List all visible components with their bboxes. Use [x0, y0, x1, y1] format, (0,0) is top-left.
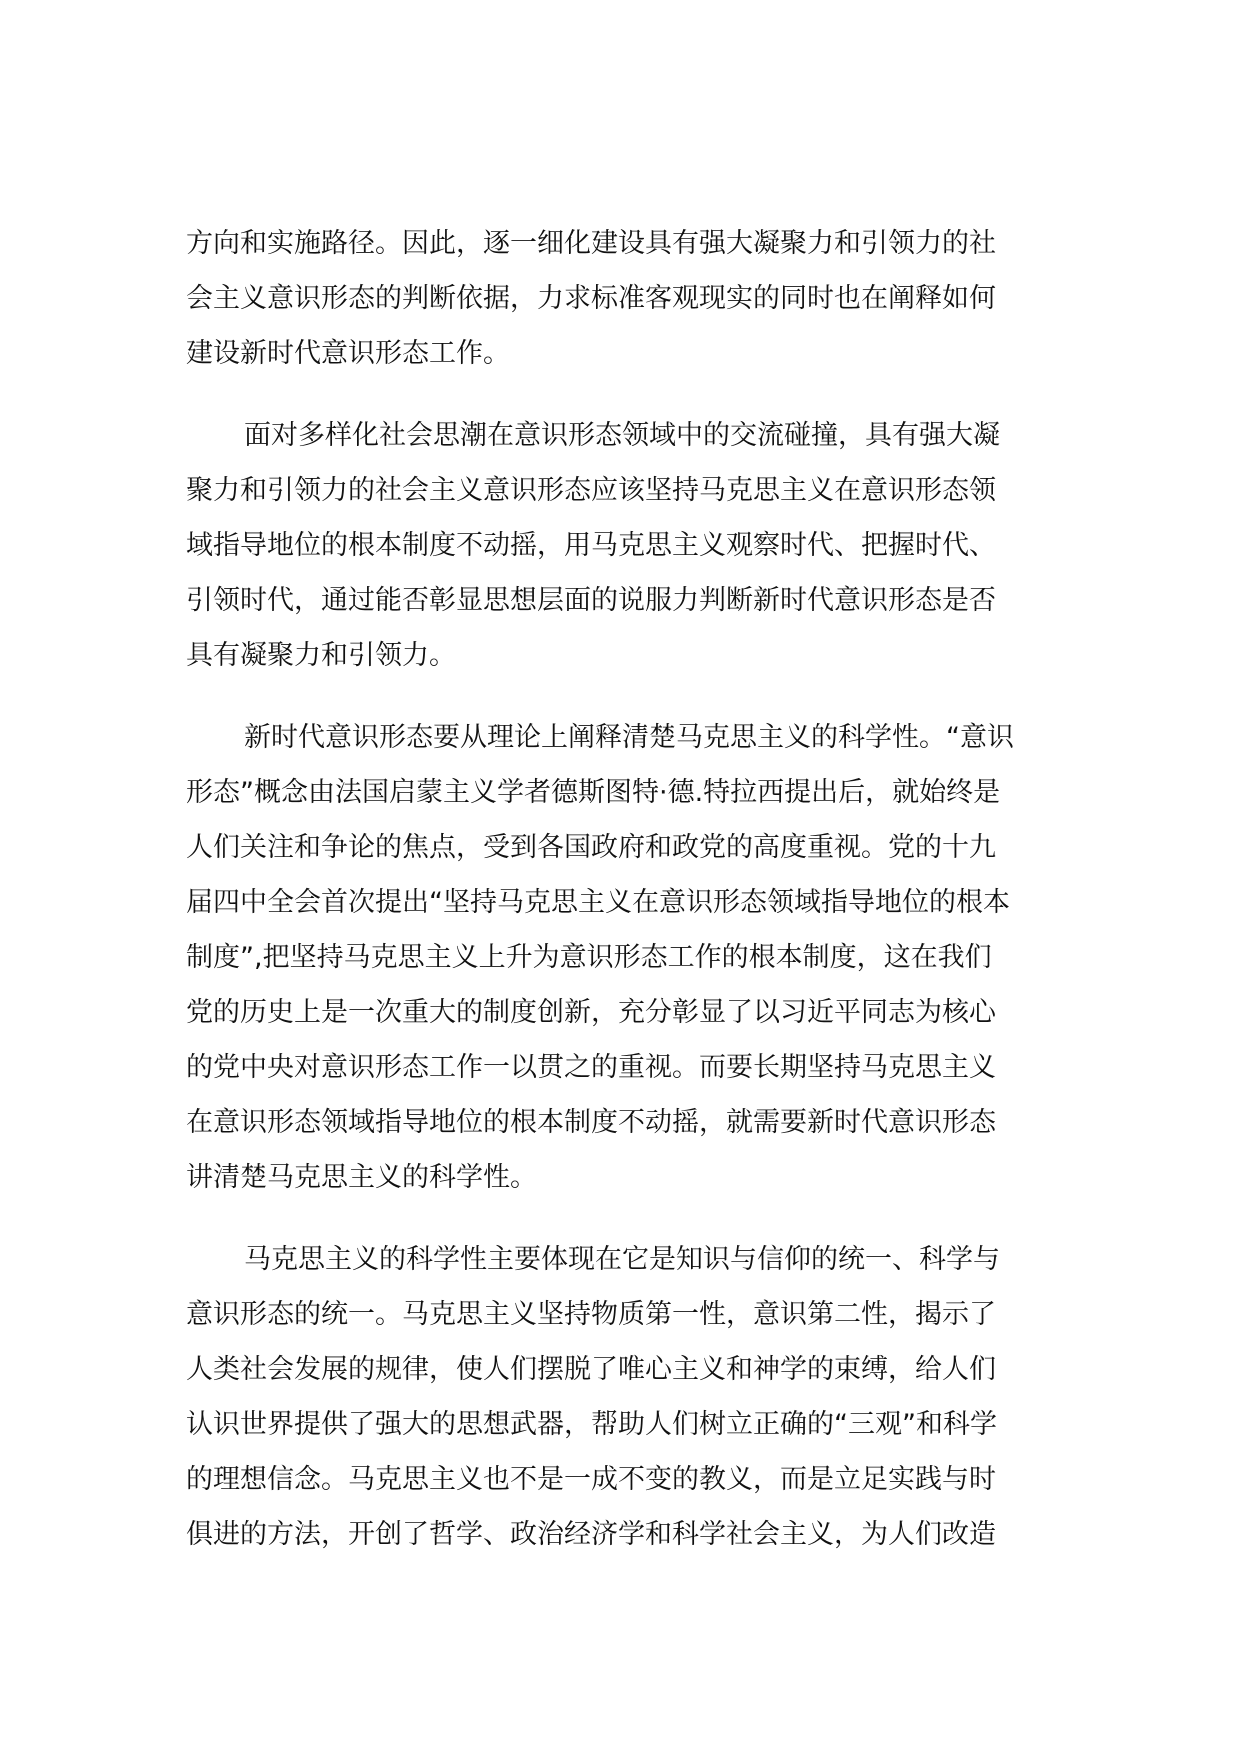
paragraph-line: 引领时代，通过能否彰显思想层面的说服力判断新时代意识形态是否	[186, 585, 996, 616]
paragraph-line: 形态”概念由法国启蒙主义学者德斯图特·德.特拉西提出后，就始终是	[186, 777, 1001, 808]
paragraph-1	[186, 216, 1062, 381]
paragraph-line: 具有凝聚力和引领力。	[186, 640, 456, 671]
paragraph-first-line: 新时代意识形态要从理论上阐释清楚马克思主义的科学性。“意识	[244, 722, 1014, 753]
paragraph-line: 方向和实施路径。因此，逐一细化建设具有强大凝聚力和引领力的社	[186, 228, 996, 259]
paragraph-first-line: 面对多样化社会思潮在意识形态领域中的交流碰撞，具有强大凝	[244, 420, 1000, 451]
paragraph-line: 域指导地位的根本制度不动摇，用马克思主义观察时代、把握时代、	[186, 530, 996, 561]
paragraph-first-line: 马克思主义的科学性主要体现在它是知识与信仰的统一、科学与	[244, 1244, 1000, 1275]
paragraph-line: 聚力和引领力的社会主义意识形态应该坚持马克思主义在意识形态领	[186, 475, 996, 506]
paragraph-line: 认识世界提供了强大的思想武器，帮助人们树立正确的“三观”和科学	[186, 1409, 997, 1440]
paragraph-line: 讲清楚马克思主义的科学性。	[186, 1162, 537, 1193]
document-body	[186, 216, 1062, 1589]
paragraph-3	[186, 710, 1062, 1205]
paragraph-line: 会主义意识形态的判断依据，力求标准客观现实的同时也在阐释如何	[186, 283, 996, 314]
paragraph-2	[186, 408, 1062, 683]
paragraph-line: 俱进的方法，开创了哲学、政治经济学和科学社会主义，为人们改造	[186, 1519, 996, 1550]
paragraph-line: 制度”,把坚持马克思主义上升为意识形态工作的根本制度，这在我们	[186, 942, 992, 973]
paragraph-line: 的党中央对意识形态工作一以贯之的重视。而要长期坚持马克思主义	[186, 1052, 996, 1083]
paragraph-line: 建设新时代意识形态工作。	[186, 338, 510, 369]
paragraph-line: 意识形态的统一。马克思主义坚持物质第一性，意识第二性，揭示了	[186, 1299, 996, 1330]
paragraph-line: 人们关注和争论的焦点，受到各国政府和政党的高度重视。党的十九	[186, 832, 996, 863]
paragraph-line: 的理想信念。马克思主义也不是一成不变的教义，而是立足实践与时	[186, 1464, 996, 1495]
paragraph-line: 党的历史上是一次重大的制度创新，充分彰显了以习近平同志为核心	[186, 997, 996, 1028]
paragraph-4	[186, 1232, 1062, 1562]
paragraph-line: 在意识形态领域指导地位的根本制度不动摇，就需要新时代意识形态	[186, 1107, 996, 1138]
paragraph-line: 人类社会发展的规律，使人们摆脱了唯心主义和神学的束缚，给人们	[186, 1354, 996, 1385]
paragraph-line: 届四中全会首次提出“坚持马克思主义在意识形态领域指导地位的根本	[186, 887, 1010, 918]
